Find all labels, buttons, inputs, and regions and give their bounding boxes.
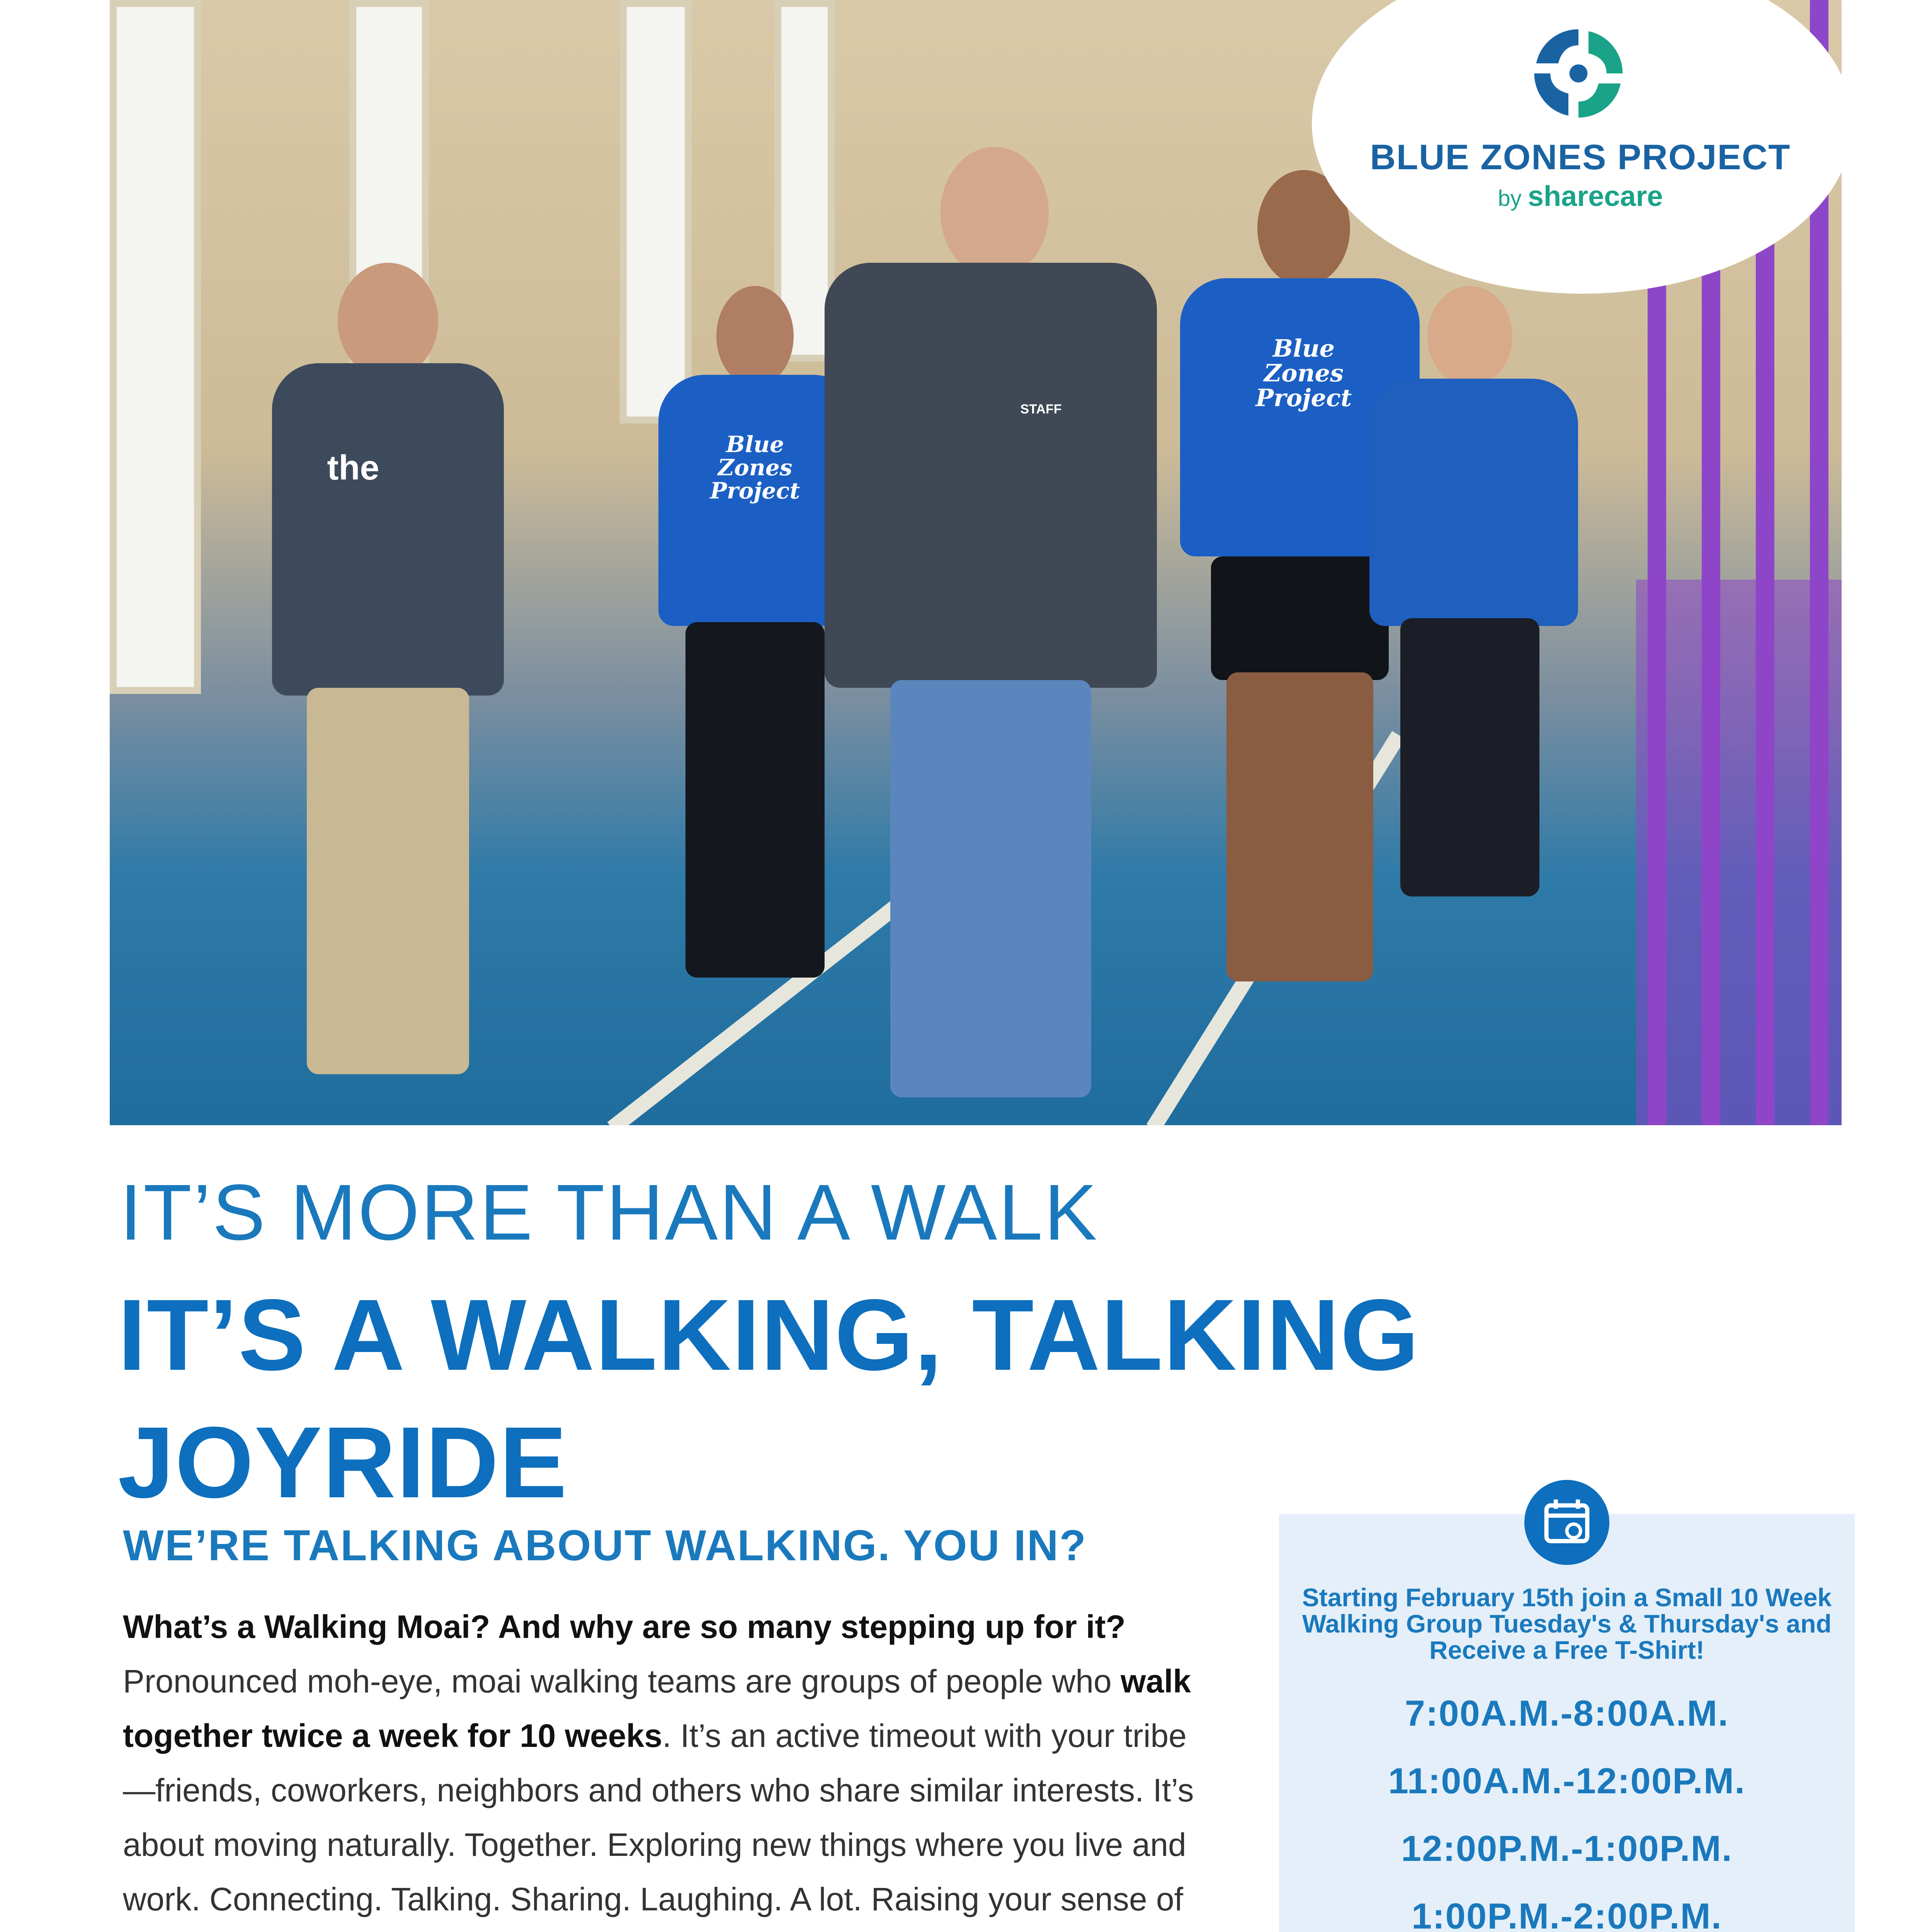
logo-subtitle bbox=[1352, 180, 1808, 213]
blue-zones-logo-icon bbox=[1528, 23, 1629, 124]
headline-kicker: IT’S MORE THAN A WALK bbox=[120, 1168, 1099, 1257]
body-question: What’s a Walking Moai? And why are so many stepping up for it? bbox=[123, 1609, 1126, 1645]
calendar-icon bbox=[1524, 1480, 1609, 1565]
body-text-bold: walk together twice a week for 10 weeks bbox=[123, 1663, 1191, 1754]
ymca-shirt-text: the bbox=[327, 449, 379, 487]
time-slot: 1:00P.M.-2:00P.M. bbox=[1412, 1896, 1722, 1932]
staff-shirt-text: STAFF bbox=[1020, 402, 1062, 417]
body-copy bbox=[123, 1600, 1205, 1932]
time-slot: 7:00A.M.-8:00A.M. bbox=[1405, 1693, 1729, 1733]
headline-main: IT’S A WALKING, TALKING JOYRIDE bbox=[118, 1278, 1420, 1519]
time-slot: 11:00A.M.-12:00P.M. bbox=[1388, 1760, 1746, 1801]
body-text-part2: . It’s an active timeout with your tribe—friends, coworkers, neighbors and others who share similar interests. It’s about moving naturally. Together. Exploring new things where you live and work. Connecting. Talking. Sharing. Laughing. A lot. Raising your sense of bbox=[123, 1718, 1194, 1917]
walker-grey-jacket-man bbox=[813, 147, 1168, 1105]
schedule-intro: Starting February 15th join a Small 10 Week Walking Group Tuesday's & Thursday's and Receive a Free T-Shirt! bbox=[1302, 1583, 1832, 1664]
hallway-window bbox=[110, 0, 201, 694]
blue-zones-shirt-text: Blue Zones Project bbox=[710, 431, 800, 504]
body-text-part1: Pronounced moh-eye, moai walking teams are groups of people who bbox=[123, 1663, 1121, 1699]
walker-blue-hoodie-woman bbox=[1362, 286, 1586, 904]
logo-brand: sharecare bbox=[1527, 180, 1663, 212]
walker-grey-hoodie bbox=[257, 255, 527, 1086]
subheadline: WE’RE TALKING ABOUT WALKING. YOU IN? bbox=[123, 1521, 1087, 1570]
logo-title: BLUE ZONES PROJECT bbox=[1370, 138, 1791, 177]
logo-by: by bbox=[1498, 186, 1522, 211]
blue-zones-shirt-text: Blue Zones Project bbox=[1255, 334, 1352, 412]
time-slot: 12:00P.M.-1:00P.M. bbox=[1401, 1828, 1733, 1869]
railing-mesh bbox=[1636, 580, 1842, 1125]
